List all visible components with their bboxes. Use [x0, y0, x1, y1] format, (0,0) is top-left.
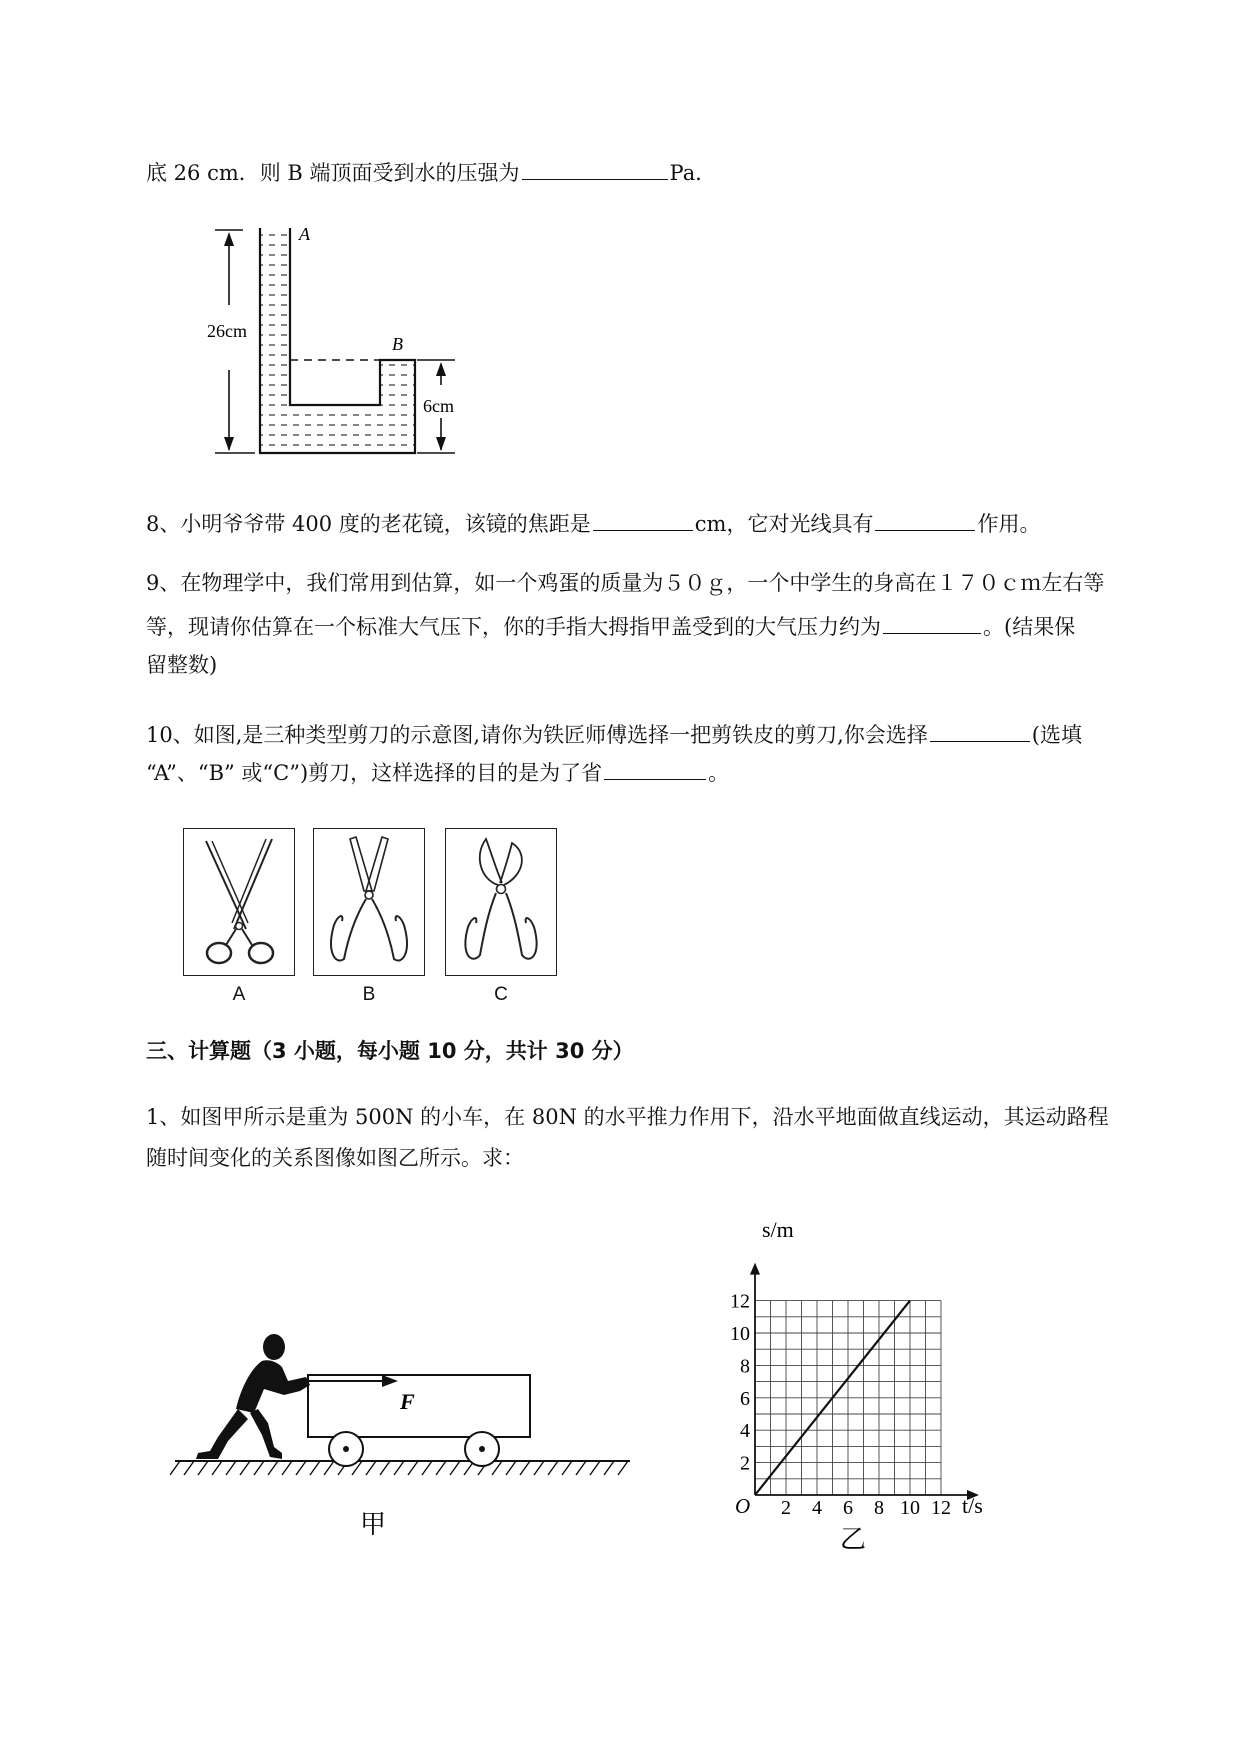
chart-caption: 乙	[840, 1525, 867, 1550]
question-7-line	[146, 158, 716, 186]
question-10-text-4: 。	[708, 761, 730, 785]
scissors-b-figure	[313, 828, 425, 976]
chart-grid	[755, 1301, 941, 1495]
calc-question-1-line-1: 1、如图甲所示是重为 500N 的小车，在 80N 的水平推力作用下，沿水平地面做直线运动，其运动路程	[146, 1105, 1109, 1129]
scissors-b-icon	[314, 829, 424, 975]
y-tick-label: 4	[740, 1420, 750, 1443]
cart-caption: 甲	[360, 1510, 387, 1539]
answer-blank[interactable]	[875, 509, 975, 531]
x-tick-label: 10	[900, 1497, 920, 1519]
section-3-heading: 三、计算题（3 小题，每小题 10 分，共计 30 分）	[146, 1039, 634, 1063]
question-10-text-3: “A”、“B” 或“C”)剪刀，这样选择的目的是为了省	[146, 761, 603, 785]
arrow-right-icon	[382, 1375, 398, 1387]
answer-blank[interactable]	[883, 612, 981, 634]
y-tick-label: 6	[740, 1387, 750, 1410]
x-tick-label: 4	[812, 1497, 822, 1519]
scissors-c-icon	[446, 829, 556, 975]
x-tick-label: 12	[931, 1497, 951, 1519]
arrow-up-icon	[436, 362, 446, 376]
answer-blank[interactable]	[593, 509, 693, 531]
question-10-line-1	[146, 720, 1082, 748]
answer-blank[interactable]	[930, 720, 1030, 742]
question-8-text-3: 作用。	[977, 512, 1041, 536]
ground-hatching	[170, 1461, 628, 1475]
force-label: F	[400, 1389, 415, 1414]
y-tick-label: 12	[730, 1290, 750, 1313]
x-tick-label: 8	[874, 1497, 884, 1519]
question-9-text-2: 。(结果保	[983, 615, 1076, 639]
label-a: A	[299, 224, 310, 244]
question-7-unit: Pa．	[669, 161, 717, 185]
distance-time-chart	[700, 1210, 1000, 1550]
scissors-c-label: C	[494, 984, 508, 1005]
answer-blank[interactable]	[604, 758, 706, 780]
x-tick-label: 2	[781, 1497, 791, 1519]
question-10-text: 10、如图,是三种类型剪刀的示意图,请你为铁匠师傅选择一把剪铁皮的剪刀,你会选择	[146, 723, 928, 747]
u-tube-diagram	[195, 220, 475, 465]
question-10-text-2: (选填	[1031, 723, 1082, 747]
cart-push-diagram	[170, 1325, 640, 1555]
label-b: B	[392, 334, 403, 354]
origin-label: O	[735, 1494, 751, 1518]
scissors-c-figure	[445, 828, 557, 976]
y-axis-arrow-icon	[750, 1263, 760, 1275]
arrow-down-icon	[224, 437, 234, 451]
dim-6-label: 6cm	[423, 396, 454, 416]
question-9-line-3: 留整数)	[146, 653, 218, 677]
scissors-a-figure	[183, 828, 295, 976]
question-8	[146, 509, 1040, 537]
question-9-line-2	[146, 612, 1075, 640]
scissors-a-icon	[184, 829, 294, 975]
arrow-up-icon	[224, 232, 234, 246]
y-tick-label: 2	[740, 1452, 750, 1475]
question-8-text-2: cm，它对光线具有	[694, 512, 874, 536]
arrow-down-icon	[436, 437, 446, 451]
dim-26-label: 26cm	[207, 321, 247, 341]
answer-blank[interactable]	[522, 158, 668, 180]
cart-body	[308, 1375, 530, 1437]
x-tick-label: 6	[843, 1497, 853, 1519]
person-pushing-icon	[196, 1334, 310, 1459]
question-9-line-1: 9、在物理学中，我们常用到估算，如一个鸡蛋的质量为５０ｇ，一个中学生的身高在１７０ｃｍ左右等	[146, 571, 1105, 595]
x-axis-label: t/s	[962, 1493, 983, 1518]
y-tick-label: 10	[730, 1323, 750, 1345]
calc-question-1-line-2: 随时间变化的关系图像如图乙所示。求：	[146, 1146, 524, 1170]
question-10-line-2	[146, 758, 729, 786]
question-8-text: 8、小明爷爷带 400 度的老花镜，该镜的焦距是	[146, 512, 591, 536]
y-tick-label: 8	[740, 1355, 750, 1378]
scissors-a-label: A	[232, 984, 246, 1005]
question-9-text: 等，现请你估算在一个标准大气压下，你的手指大拇指甲盖受到的大气压力约为	[146, 615, 881, 639]
question-7-text: 底 26 cm．则 B 端顶面受到水的压强为	[146, 161, 520, 185]
y-axis-label: s/m	[762, 1217, 794, 1242]
scissors-b-label: B	[362, 984, 376, 1005]
